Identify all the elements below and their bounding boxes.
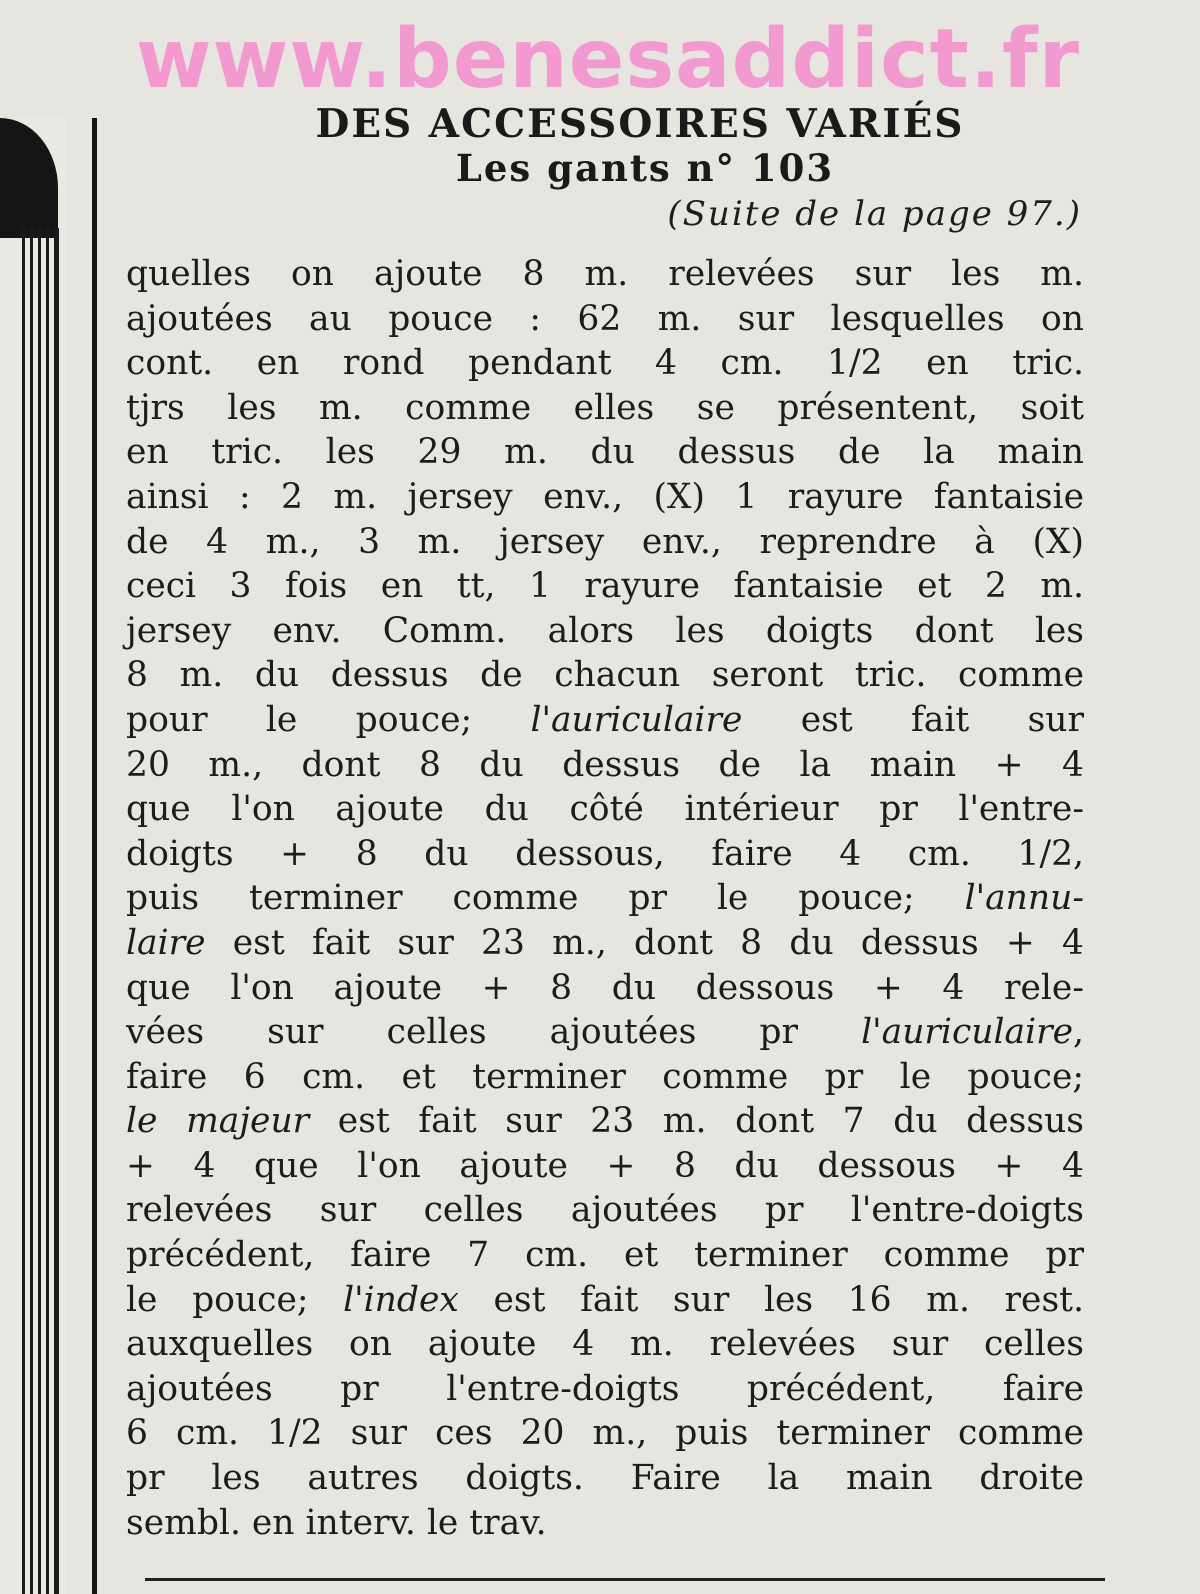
text-line (126, 1367, 1084, 1412)
text-line (126, 787, 1084, 832)
text-run: ainsi : 2 m. jersey env., (X) 1 rayure fantaisie (126, 476, 1084, 517)
text-line (126, 966, 1084, 1011)
text-run: 20 m., dont 8 du dessus de la main + 4 (126, 744, 1084, 785)
italic-term: laire (126, 922, 206, 963)
text-line (126, 1278, 1084, 1323)
text-run: cont. en rond pendant 4 cm. 1/2 en tric. (126, 343, 1084, 384)
italic-term: le majeur (126, 1101, 310, 1142)
text-line (126, 1501, 1084, 1546)
text-line (126, 520, 1084, 565)
bottom-rule (145, 1578, 1105, 1581)
text-run: puis terminer comme pr le pouce; (126, 878, 965, 919)
watermark: www.benesaddict.fr (135, 12, 1081, 107)
text-run: quelles on ajoute 8 m. relevées sur les m. (126, 254, 1084, 294)
continuation-note: (Suite de la page 97.) (667, 194, 1082, 234)
decorative-stripe (30, 228, 33, 1594)
text-run: est fait sur 23 m., dont 8 du dessus + 4 (205, 922, 1084, 963)
text-run: ceci 3 fois en tt, 1 rayure fantaisie et 2 m. (126, 566, 1084, 607)
text-line (126, 1456, 1084, 1501)
text-run: vées sur celles ajoutées pr (126, 1012, 862, 1053)
text-run: est fait sur 23 m. dont 7 du dessus (309, 1101, 1084, 1142)
text-run: ajoutées au pouce : 62 m. sur lesquelles on (126, 298, 1084, 339)
text-run: que l'on ajoute du côté intérieur pr l'entre- (126, 789, 1084, 830)
column-rule (92, 118, 97, 1594)
body-text (126, 252, 1084, 1545)
text-line (126, 430, 1084, 475)
italic-term: l'auriculaire (861, 1012, 1074, 1053)
text-line (126, 1233, 1084, 1278)
text-run: en tric. les 29 m. du dessus de la main (126, 432, 1084, 473)
text-line (126, 341, 1084, 386)
text-line (126, 1010, 1084, 1055)
text-line (126, 609, 1084, 654)
text-line (126, 832, 1084, 877)
text-line (126, 1411, 1084, 1456)
text-line (126, 564, 1084, 609)
text-line (126, 252, 1084, 297)
text-line (126, 921, 1084, 966)
italic-term: l'annu- (964, 878, 1084, 919)
text-line (126, 1099, 1084, 1144)
text-line (126, 1322, 1084, 1367)
text-line (126, 386, 1084, 431)
text-run: pr les autres doigts. Faire la main droite (126, 1458, 1084, 1499)
text-run: faire 6 cm. et terminer comme pr le pouce; (126, 1056, 1084, 1097)
decorative-stripe (38, 228, 41, 1594)
decorative-stripe (46, 228, 49, 1594)
text-run: de 4 m., 3 m. jersey env., reprendre à (X) (126, 521, 1084, 562)
text-run: 8 m. du dessus de chacun seront tric. comme (126, 655, 1084, 696)
text-run: sembl. en interv. le trav. (126, 1502, 547, 1543)
text-run: auxquelles on ajoute 4 m. relevées sur celles (126, 1324, 1084, 1365)
text-line (126, 876, 1084, 921)
text-run: que l'on ajoute + 8 du dessous + 4 rele- (126, 967, 1084, 1008)
text-run: jersey env. Comm. alors les doigts dont les (126, 610, 1084, 651)
text-run: pour le pouce; (126, 699, 531, 740)
text-line (126, 698, 1084, 743)
text-line (126, 297, 1084, 342)
text-line (126, 475, 1084, 520)
text-run: , (1073, 1012, 1084, 1053)
italic-term: l'index (343, 1279, 459, 1320)
text-run: 6 cm. 1/2 sur ces 20 m., puis terminer comme (126, 1413, 1084, 1454)
text-run: le pouce; (126, 1279, 344, 1320)
section-title: DES ACCESSOIRES VARIÉS (315, 101, 965, 147)
text-line (126, 1144, 1084, 1189)
text-line (126, 653, 1084, 698)
italic-term: l'auriculaire (530, 699, 743, 740)
text-run: doigts + 8 du dessous, faire 4 cm. 1/2, (126, 833, 1084, 874)
text-run: est fait sur (742, 699, 1084, 740)
text-run: relevées sur celles ajoutées pr l'entre-doigts (126, 1190, 1084, 1231)
pattern-title: Les gants n° 103 (455, 146, 835, 190)
text-run: tjrs les m. comme elles se présentent, soit (126, 387, 1084, 428)
text-run: + 4 que l'on ajoute + 8 du dessous + 4 (126, 1145, 1084, 1186)
text-run: est fait sur les 16 m. rest. (458, 1279, 1084, 1320)
text-line (126, 1055, 1084, 1100)
decorative-stripe (22, 228, 25, 1594)
text-run: ajoutées pr l'entre-doigts précédent, faire (126, 1368, 1084, 1409)
text-line (126, 743, 1084, 788)
decorative-stripe (54, 228, 59, 1594)
text-line (126, 1188, 1084, 1233)
text-run: précédent, faire 7 cm. et terminer comme pr (126, 1235, 1084, 1276)
